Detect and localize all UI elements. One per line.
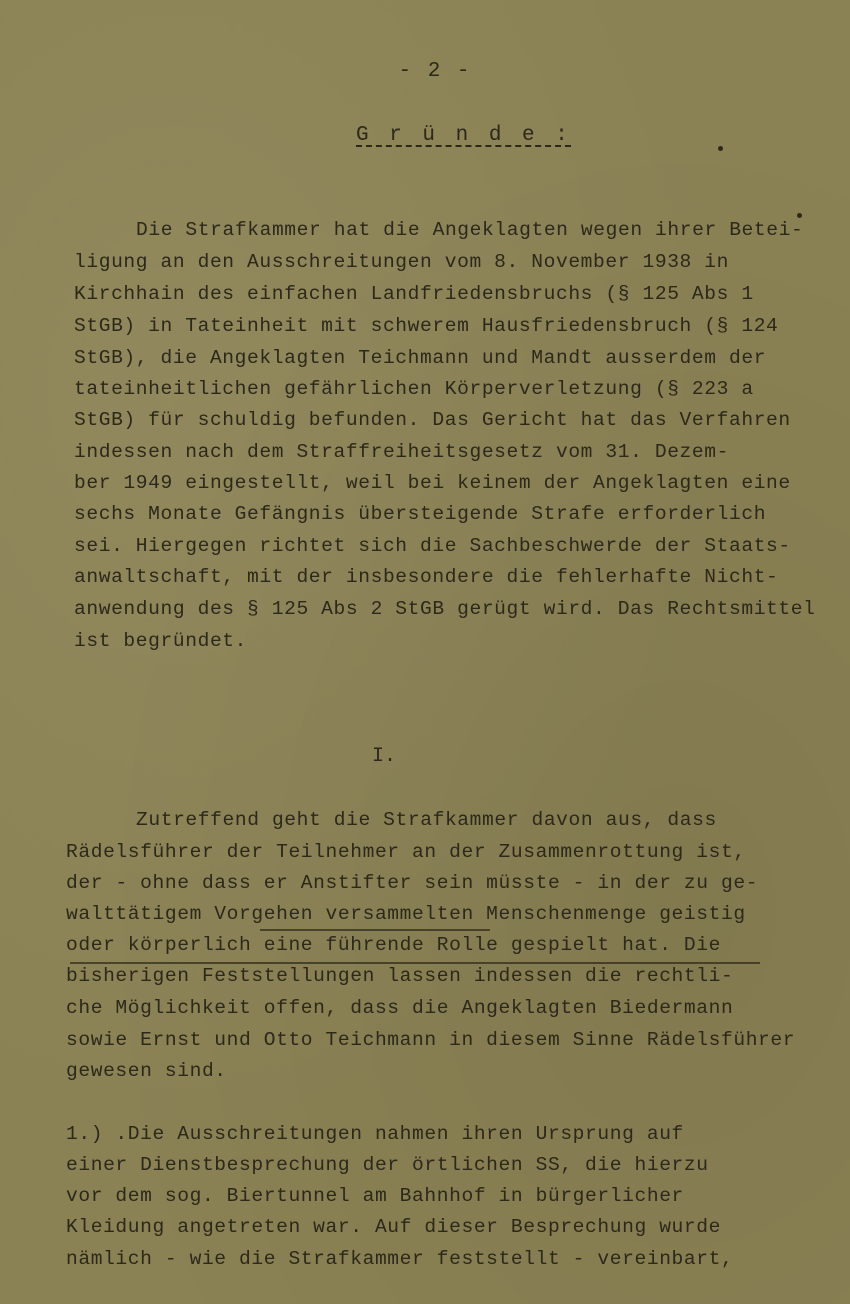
text-line: ligung an den Ausschreitungen vom 8. November 1938 in bbox=[74, 251, 729, 273]
text-line: walttätigem Vorgehen versammelten Menschenmenge geistig bbox=[66, 903, 746, 925]
text-line: Kleidung angetreten war. Auf dieser Besprechung wurde bbox=[66, 1216, 721, 1238]
text-line: gewesen sind. bbox=[66, 1060, 227, 1082]
pencil-underline bbox=[260, 929, 490, 931]
text-line: StGB) für schuldig befunden. Das Gericht hat das Verfahren bbox=[74, 409, 791, 431]
text-line: Zutreffend geht die Strafkammer davon aus, dass bbox=[136, 809, 717, 831]
text-line: einer Dienstbesprechung der örtlichen SS, die hierzu bbox=[66, 1154, 709, 1176]
text-line: che Möglichkeit offen, dass die Angeklagten Biedermann bbox=[66, 997, 734, 1019]
text-line: anwendung des § 125 Abs 2 StGB gerügt wird. Das Rechtsmittel bbox=[74, 598, 816, 620]
text-line: ber 1949 eingestellt, weil bei keinem der Angeklagten eine bbox=[74, 472, 791, 494]
text-line: Die Strafkammer hat die Angeklagten wegen ihrer Betei- bbox=[136, 219, 804, 241]
text-line: Rädelsführer der Teilnehmer an der Zusammenrottung ist, bbox=[66, 841, 746, 863]
ink-spot bbox=[718, 146, 723, 151]
text-line: oder körperlich eine führende Rolle gespielt hat. Die bbox=[66, 934, 721, 956]
text-line: tateinheitlichen gefährlichen Körperverletzung (§ 223 a bbox=[74, 378, 754, 400]
text-line: StGB) in Tateinheit mit schwerem Hausfriedensbruch (§ 124 bbox=[74, 315, 779, 337]
text-line: sei. Hiergegen richtet sich die Sachbeschwerde der Staats- bbox=[74, 535, 791, 557]
text-line: sechs Monate Gefängnis übersteigende Strafe erforderlich bbox=[74, 503, 767, 525]
page-number: - 2 - bbox=[398, 60, 472, 83]
text-line: vor dem sog. Biertunnel am Bahnhof in bürgerlicher bbox=[66, 1185, 684, 1207]
text-line: bisherigen Feststellungen lassen indessen die rechtli- bbox=[66, 965, 734, 987]
pencil-underline bbox=[70, 962, 760, 964]
text-line: nämlich - wie die Strafkammer feststellt - vereinbart, bbox=[66, 1248, 734, 1270]
text-line: ist begründet. bbox=[74, 630, 248, 652]
text-line: 1.) .Die Ausschreitungen nahmen ihren Ursprung auf bbox=[66, 1123, 684, 1145]
ink-spot bbox=[797, 213, 802, 218]
section-heading: G r ü n d e : bbox=[356, 124, 572, 147]
text-line: Kirchhain des einfachen Landfriedensbruchs (§ 125 Abs 1 bbox=[74, 283, 754, 305]
text-line: sowie Ernst und Otto Teichmann in diesem Sinne Rädelsführer bbox=[66, 1029, 796, 1051]
section-number: I. bbox=[372, 745, 397, 768]
text-line: anwaltschaft, mit der insbesondere die fehlerhafte Nicht- bbox=[74, 566, 779, 588]
text-line: StGB), die Angeklagten Teichmann und Mandt ausserdem der bbox=[74, 347, 767, 369]
text-line: indessen nach dem Straffreiheitsgesetz vom 31. Dezem- bbox=[74, 441, 729, 463]
text-line: der - ohne dass er Anstifter sein müsste - in der zu ge- bbox=[66, 872, 759, 894]
